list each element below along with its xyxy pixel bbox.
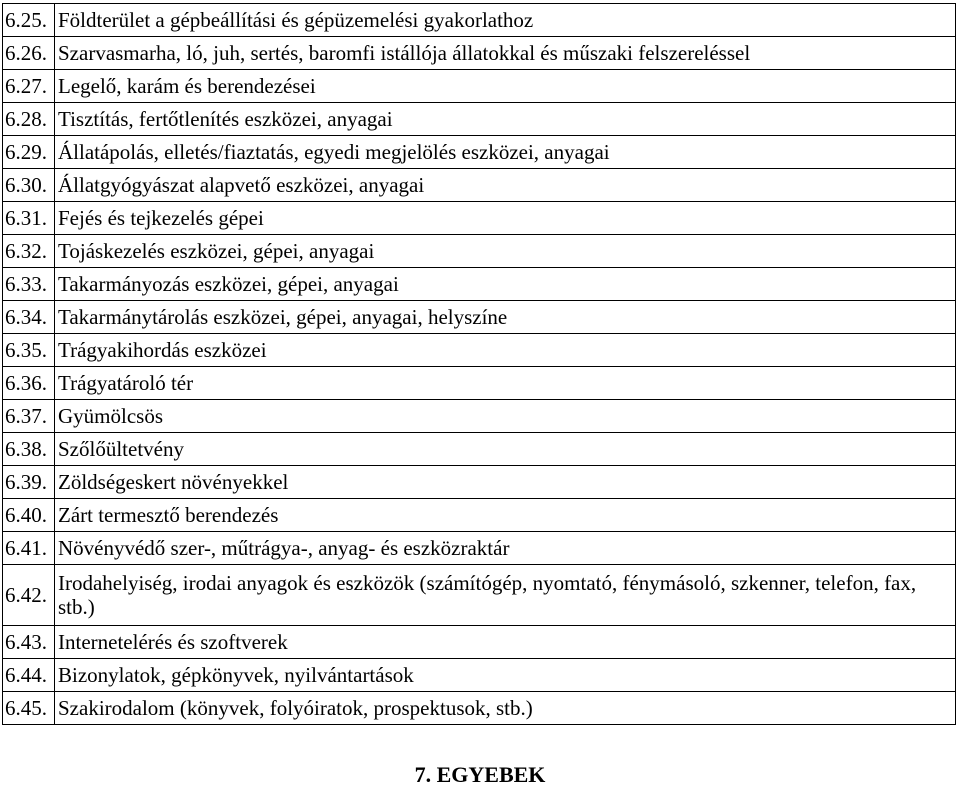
item-text: Tisztítás, fertőtlenítés eszközei, anyagai (55, 103, 956, 136)
list-row-6-36 (3, 367, 956, 400)
list-row-6-45 (3, 692, 956, 725)
item-number: 6.40. (3, 499, 55, 532)
item-text: Állatápolás, elletés/fiaztatás, egyedi megjelölés eszközei, anyagai (55, 136, 956, 169)
list-row-6-40 (3, 499, 956, 532)
list-row-6-33 (3, 268, 956, 301)
item-text: Növényvédő szer-, műtrágya-, anyag- és eszközraktár (55, 532, 956, 565)
item-number: 6.39. (3, 466, 55, 499)
list-row-6-32 (3, 235, 956, 268)
list-row-6-34 (3, 301, 956, 334)
item-text: Tojáskezelés eszközei, gépei, anyagai (55, 235, 956, 268)
item-number: 6.29. (3, 136, 55, 169)
list-row-6-30 (3, 169, 956, 202)
item-text: Legelő, karám és berendezései (55, 70, 956, 103)
item-text: Földterület a gépbeállítási és gépüzemelési gyakorlathoz (55, 4, 956, 37)
item-number: 6.30. (3, 169, 55, 202)
item-number: 6.34. (3, 301, 55, 334)
item-text: Takarmánytárolás eszközei, gépei, anyagai, helyszíne (55, 301, 956, 334)
item-number: 6.37. (3, 400, 55, 433)
list-row-6-29 (3, 136, 956, 169)
item-text: Fejés és tejkezelés gépei (55, 202, 956, 235)
item-number: 6.44. (3, 659, 55, 692)
item-number: 6.27. (3, 70, 55, 103)
item-text: Szőlőültetvény (55, 433, 956, 466)
list-row-6-26 (3, 37, 956, 70)
section-heading: 7. EGYEBEK (414, 762, 546, 787)
list-row-6-28 (3, 103, 956, 136)
item-text: Trágyatároló tér (55, 367, 956, 400)
item-text: Szarvasmarha, ló, juh, sertés, baromfi istállója állatokkal és műszaki felszereléssel (55, 37, 956, 70)
item-text: Internetelérés és szoftverek (55, 626, 956, 659)
item-number: 6.33. (3, 268, 55, 301)
item-number: 6.36. (3, 367, 55, 400)
item-number: 6.32. (3, 235, 55, 268)
list-row-6-25 (3, 4, 956, 37)
list-row-6-38 (3, 433, 956, 466)
item-text: Zöldségeskert növényekkel (55, 466, 956, 499)
list-row-6-27 (3, 70, 956, 103)
item-number: 6.45. (3, 692, 55, 725)
item-number: 6.35. (3, 334, 55, 367)
item-text: Szakirodalom (könyvek, folyóiratok, prospektusok, stb.) (55, 692, 956, 725)
list-row-6-31 (3, 202, 956, 235)
item-number: 6.42. (3, 565, 55, 626)
item-text: Gyümölcsös (55, 400, 956, 433)
list-row-6-44 (3, 659, 956, 692)
list-row-6-42 (3, 565, 956, 626)
item-number: 6.26. (3, 37, 55, 70)
item-number: 6.31. (3, 202, 55, 235)
equipment-list-table (2, 3, 956, 725)
list-row-6-41 (3, 532, 956, 565)
item-number: 6.41. (3, 532, 55, 565)
item-text: Irodahelyiség, irodai anyagok és eszközök (számítógép, nyomtató, fénymásoló, szkenner, telefon, fax, stb.) (55, 565, 956, 626)
list-row-6-37 (3, 400, 956, 433)
item-text: Trágyakihordás eszközei (55, 334, 956, 367)
item-number: 6.38. (3, 433, 55, 466)
item-number: 6.28. (3, 103, 55, 136)
item-text: Bizonylatok, gépkönyvek, nyilvántartások (55, 659, 956, 692)
item-text: Takarmányozás eszközei, gépei, anyagai (55, 268, 956, 301)
list-row-6-35 (3, 334, 956, 367)
list-row-6-43 (3, 626, 956, 659)
list-row-6-39 (3, 466, 956, 499)
item-text: Zárt termesztő berendezés (55, 499, 956, 532)
item-number: 6.25. (3, 4, 55, 37)
item-text: Állatgyógyászat alapvető eszközei, anyagai (55, 169, 956, 202)
item-number: 6.43. (3, 626, 55, 659)
